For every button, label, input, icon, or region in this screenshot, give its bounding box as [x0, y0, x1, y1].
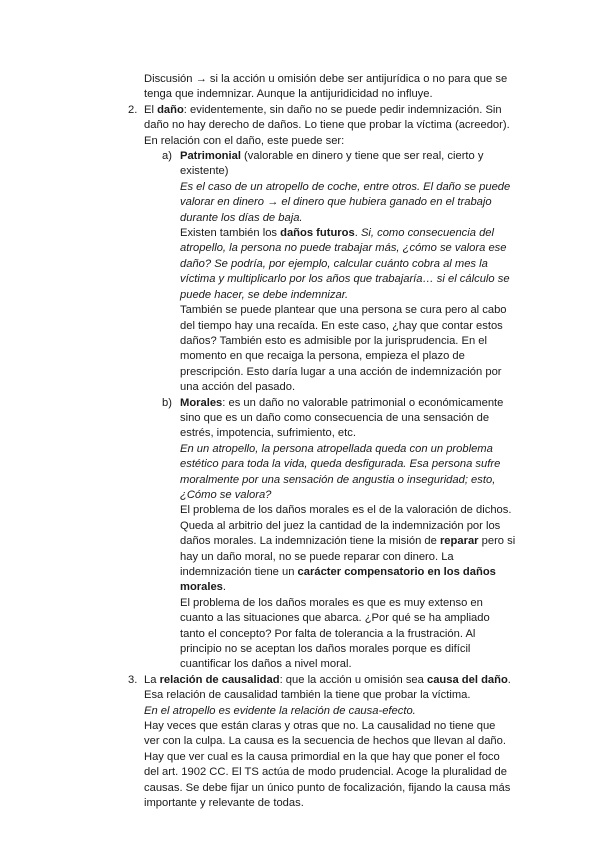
sub-item-patrimonial — [162, 149, 516, 180]
sub-item-text: (valorable en dinero y tiene que ser real, cierto y existente) — [180, 150, 484, 178]
item-number: 2. — [128, 103, 138, 116]
lead-bold: daño — [157, 103, 184, 116]
intro-paragraph: Discusión → si la acción u omisión debe ser antijurídica o no para que se tenga que indemnizar. Aunque la antijuridicidad no influye. — [144, 73, 508, 101]
text-span: pero si hay un daño moral, no se puede reparar con dinero. La indemnización tiene un — [180, 535, 516, 578]
sub-item-letter: b) — [162, 396, 172, 409]
example-paragraph: En un atropello, la persona atropellada queda con un problema estético para toda la vida, queda desfigurada. Esa persona sufre moralmente por una sensación de angustia o inseguridad; esto, ¿Cómo se valora? — [180, 442, 501, 501]
text-span: El problema de los daños morales es el de la valoración de dichos. Queda al arbitrio del juez la cantidad de la indemnización por los daños morales. La indemnización tiene la misión de — [180, 504, 512, 548]
causality-paragraph: Hay veces que están claras y otras que no. La causalidad no tiene que ver con la culpa. La causa es la secuencia de hechos que llevan al daño. Hay que ver cual es la causa primordial en la que hay que poner el foco del art. 1902 CC. El TS actúa de modo prudencial. Acoge la pluralidad de causas. Se debe fijar un único punto de focalización, fijando la causa más importante y relevante de todas. — [144, 720, 511, 810]
sub-item-title: Morales — [180, 396, 223, 409]
list-item-dano — [128, 103, 514, 149]
text-span: Existen también los — [180, 227, 281, 240]
bold-span: causa del daño — [426, 673, 508, 686]
text-span: . — [354, 227, 361, 240]
text-span: La — [144, 673, 160, 686]
text-span: . — [222, 581, 227, 594]
document-page — [0, 72, 600, 812]
sub-item-text: : es un daño no valorable patrimonial o económicamente sino que es un daño como consecuencia de una sensación de estrés, impotencia, sufrimiento, etc. — [180, 396, 504, 440]
bold-span: daños futuros — [280, 227, 355, 240]
lead-text: : evidentemente, sin daño no se puede pedir indemnización. Sin daño no hay derecho de daños. Lo tiene que probar la víctima (acreedor). En relación con el daño, este puede ser: — [144, 103, 510, 147]
future-damages-paragraph — [180, 226, 516, 303]
causality-proof-line: Esa relación de causalidad también la tiene que probar la víctima. — [144, 689, 471, 702]
text-span: : que la acción u omisión sea — [279, 673, 427, 686]
italic-span: Si, como consecuencia del atropello, la persona no puede trabajar más, ¿cómo se valora ese daño? Se podría, por ejemplo, calcular cuánto cobra al mes la víctima y multiplicarlo por los años que trabajaría… si el cálculo se puede hacer, se debe indemnizar. — [180, 227, 510, 301]
example-paragraph: Es el caso de un atropello de coche, entre otros. El daño se puede valorar en dinero → el dinero que hubiera ganado en el trabajo durante los días de baja. — [180, 180, 511, 224]
moral-scope-paragraph: El problema de los daños morales es que es muy extenso en cuanto a las situaciones que abarca. ¿Por qué se ha ampliado tanto el concepto? Por falta de tolerancia a la frustración. Al principio no se aceptan los daños morales porque es difícil cuantificar los daños a nivel moral. — [180, 596, 490, 671]
sub-item-morales — [162, 396, 516, 442]
sub-item-letter: a) — [162, 150, 172, 163]
bold-span: carácter compensatorio en los daños morales — [180, 566, 496, 594]
bold-span: relación de causalidad — [159, 673, 280, 686]
item-number: 3. — [128, 673, 138, 686]
bold-span: reparar — [439, 535, 479, 548]
moral-valuation-paragraph — [180, 503, 516, 595]
sub-item-title: Patrimonial — [180, 150, 241, 163]
lead-text: El — [144, 103, 158, 116]
text-span: . — [507, 673, 511, 686]
relapse-paragraph: También se puede plantear que una persona se cura pero al cabo del tiempo hay una recaída. En este caso, ¿hay que contar estos daños? También esto es admisible por la jurisprudencia. En el momento en que recaiga la persona, empieza el plazo de prescripción. Esto daría lugar a una acción de indemnización por una acción del pasado. — [180, 304, 507, 394]
list-item-causalidad — [128, 673, 514, 688]
example-paragraph: En el atropello es evidente la relación de causa-efecto. — [144, 704, 416, 717]
